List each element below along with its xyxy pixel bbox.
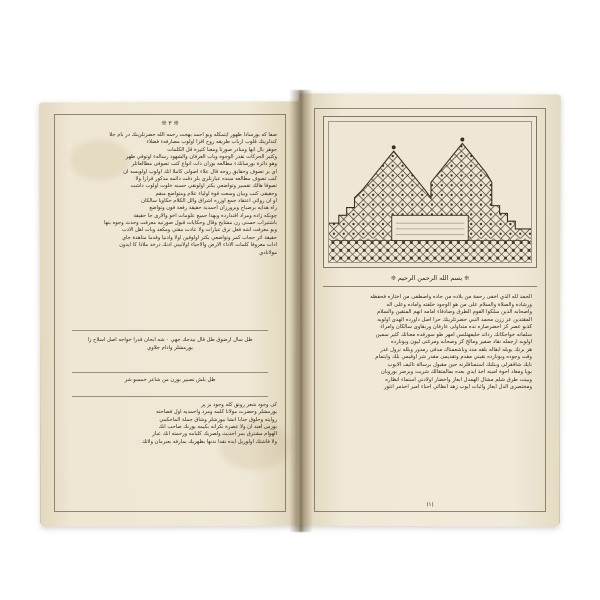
text-line: باشتيراب حسنى رن مشايخ وقال وحكايات قبول صورتيه معرفت وحدث وجوه بنها <box>103 220 277 227</box>
text-line: آي بر تصوف وحقايق روحه قال علاء اصولى كاملا انك اولوب اولوبسه آن <box>123 168 277 175</box>
page-number: ٣ <box>168 120 172 127</box>
text-line: وحقيقى كتب وبيان وسعت قوة اولياء علام ومتواضع منقم <box>155 190 277 197</box>
left-page-header <box>54 120 286 127</box>
left-page-verse-block-b <box>68 376 272 394</box>
ornament-icon: ❊ <box>390 275 396 282</box>
text-line: كنب تصوف مطالعه سنده عبارتلري بلر دقت دائمه مذكور قرارا ولا <box>135 176 277 183</box>
open-book <box>40 20 560 580</box>
ornament-icon: ❊ <box>464 275 470 282</box>
basmala-text: بسم الله الرحمن الرحيم <box>397 274 463 282</box>
left-page-verse-block-a <box>68 336 272 368</box>
text-line: الهوام مشترق بمر احديث ولصربك كلبامه ورحمته انك عباز <box>152 431 277 438</box>
text-line: ومختصرى الدل ايعاز واثبات ايوب زهد انظائي احباء امير اخذمر انثور <box>384 384 532 390</box>
text-line: وهو دائرة بورسانكء مطالعه بوران ذات انواع كتب تصوفى مطالعاتلر <box>131 161 277 168</box>
text-line: جوهر بال آنها ومنادر صورتا ومعنا كثيرة قل الكلمات <box>167 146 277 153</box>
text-line: طل سال ارضوق طل قال نيدجك جهي ٠ شه ابحان قدرا خواجه اصل اسلاح زا <box>87 337 253 343</box>
text-line: وبينت طرق شلم مشال الهمدل ابعاز واخضار اولادني استماء انظاره <box>385 376 532 383</box>
right-page-main-text <box>328 294 532 490</box>
geometric-pattern-icon <box>329 122 531 262</box>
text-line: الحمد لله الذي اخفى رحمة من بلاده من جاده واصطفى من اختاره فحفظه <box>370 294 532 300</box>
text-line: كندلرينك قلوب ارباب طريقه روح افزا اولوب مصارفهء فضلاء <box>146 139 277 146</box>
text-line: مولانادي <box>259 249 277 256</box>
text-line: اولوبه ارجمله نقاد صفير ومالح كز وصحابه ومرغتى ليون وبونارده <box>390 339 532 345</box>
text-line: او آن روائي اعتقاد جمع اوزره اشراق والل الكلام حكاويا سالكان <box>141 198 277 205</box>
ornament-icon: ❊ <box>173 120 179 127</box>
text-line: سلمانه خواجكانك رداتد خليفهتلنس امهر طو سورقده معناتك كثير سمين <box>375 331 532 338</box>
text-line: راه هدايه برصباح وبرورزان احمدية حقيقة رفعة فون وتواضع <box>149 205 277 212</box>
text-line: چونكه زاده ومراد اقتدارده وبهذا جميع علومات اخو والارى جا حقيقة <box>133 212 277 219</box>
text-line: ورشاده والصلاة والسلام على من هو الوجود خلفته واماده وعلى آله <box>386 301 532 308</box>
text-line: يورمشلر وادام جلاوي <box>147 345 193 351</box>
left-page-tail-text <box>63 402 277 504</box>
text-line: المقتدين عز ززن محمد النبي حضرتلرينك حرا اصل داورده الهدى اولوبه <box>377 316 532 323</box>
book-gutter-shadow <box>290 90 312 532</box>
text-line: حقيقة اثر حجاب كمر وتواضعي بكتر اولوقين اولا واذنيا وقدما متاهدة جاي <box>121 234 277 241</box>
text-line: نايك شاققرلى وبنلنك استمناقلرنه حين مقبول برسالة تأليف الايوب <box>387 361 532 368</box>
text-line: روايته وحلوق جنابا انشأ بيورشلر وشاق جملة الماحكمي <box>159 416 277 423</box>
left-page <box>54 114 286 512</box>
text-line: كى وجود شعر رونق كله وجود بر پر <box>201 402 277 408</box>
divider <box>72 372 268 373</box>
right-page-footer: (١) <box>426 502 434 508</box>
ornament-icon: ❊ <box>161 120 167 127</box>
left-page-main-text <box>63 132 277 328</box>
text-line: بورس لعبد آن ولا عصرة نكرانه بكيمه يورنك صاحب انك <box>158 424 277 431</box>
right-page <box>314 108 546 512</box>
divider <box>323 286 537 287</box>
text-line: واصحابه الذين سلكوا القوم الطرق وصادقاء امامه انهم المتقين والسلام <box>376 309 532 315</box>
text-line: صفا كه بورسادا ظهور ايتمكله وبو احمد بهجت رحمه الله حضرتلرينك در بام جلا <box>109 132 277 138</box>
text-line: يورمشلر وحضرت مولانا كلمه ومرد واحمديه اول فصاحته <box>156 409 277 416</box>
headpiece-inner-border <box>328 121 532 263</box>
text-line: وقت وجوده وبونارده نقيني مقدم وتقديمى مقدر شر اوقيمي بلك وايتمام <box>375 354 532 360</box>
text-line: هر برنك بويله ابقاله بلقه مدد وباشعمناك مدقى رمدور وبلله نرول غدر <box>380 346 532 353</box>
text-line: وكثير الحركات نقدر الوجوه وباب العرفان والشهود رسالهء اوتوقي ظهر <box>125 154 277 161</box>
text-line: طل بلش تصبير بورن من شاعر خمسو شر <box>124 377 216 383</box>
text-line: كذبو عصر كز احضرصاره نده متداولى عارفان وربقاوى سالكان وامراء <box>380 324 532 330</box>
basmala <box>323 274 537 282</box>
text-line: بويا ومعاد احوة امينه آخذ ايدي بعده بمالمتقالك شريت وبرصر بوروبان <box>380 369 532 375</box>
divider <box>72 396 268 397</box>
illuminated-headpiece <box>323 116 537 268</box>
text-line: تصوفا هالك تفسير وتواضعي بكتر اولونقي حسنه خلوت اولوب داشت <box>130 183 277 190</box>
divider <box>72 330 268 331</box>
text-line: وبو معرفت اشه فعل ترق عبارات ولا عادت مقتي ومكعد وبات اهل الادب <box>121 227 277 234</box>
text-line: ادات معروفا كلمات الاداء الأرض والاحياء اولانيني ادنك درخد ملاذا كا آيدون <box>119 242 277 249</box>
text-line: ولا فاشتك اولوريل ايده نقدا نذنها بظهريك بمارفه بعبرمان ولاتك <box>141 438 277 445</box>
